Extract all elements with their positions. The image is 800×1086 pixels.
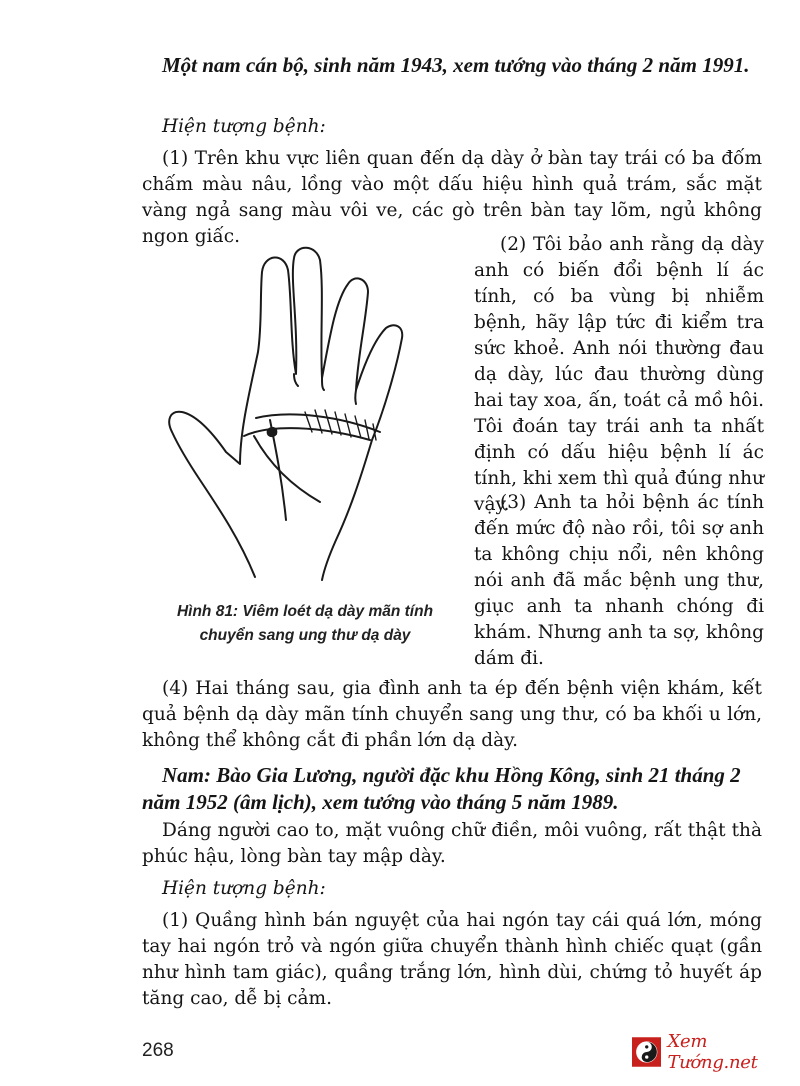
figure-caption-line-2: chuyển sang ung thư dạ dày — [199, 627, 411, 644]
paragraph-6: (1) Quầng hình bán nguyệt của hai ngón tay cái quá lớn, móng tay hai ngón trỏ và ngón giữa chuyển thành hình chiếc quạt (gần như hình tam giác), quầng trắng lớn, hình dùi, chứng tỏ huyết áp tăng cao, dễ bị cảm. — [142, 910, 762, 1009]
page-number: 268 — [142, 1040, 174, 1061]
subheading-symptoms-2: Hiện tượng bệnh: — [162, 878, 326, 899]
site-logo-text: Xem Tướng.net — [667, 1031, 758, 1073]
paragraph-3: (3) Anh ta hỏi bệnh ác tính đến mức độ nào rồi, tôi sợ anh ta không chịu nổi, nên không nói anh đã mắc bệnh ung thư, giục anh ta nhanh chóng đi khám. Nhưng anh ta sợ, không dám đi. — [474, 492, 764, 669]
case-heading-1: Một nam cán bộ, sinh năm 1943, xem tướng vào tháng 2 năm 1991. — [162, 53, 750, 77]
subheading-symptoms-1: Hiện tượng bệnh: — [162, 116, 326, 137]
paragraph-5: Dáng người cao to, mặt vuông chữ điền, môi vuông, rất thật thà phúc hậu, lòng bàn tay mập dày. — [142, 820, 762, 867]
yin-yang-icon — [632, 1036, 661, 1068]
paragraph-4: (4) Hai tháng sau, gia đình anh ta ép đến bệnh viện khám, kết quả bệnh dạ dày mãn tính chuyển sang ung thư, có ba khối u lớn, không thể không cắt đi phần lớn dạ dày. — [142, 678, 762, 751]
figure-caption — [150, 600, 460, 648]
figure-caption-line-1: Hình 81: Viêm loét dạ dày mãn tính — [176, 603, 434, 620]
paragraph-1: (1) Trên khu vực liên quan đến dạ dày ở bàn tay trái có ba đốm chấm màu nâu, lồng vào một dấu hiệu hình quả trám, sắc mặt vàng ngả sang màu vôi ve, các gò trên bàn tay lõm, ngủ không ngon giấc. — [142, 148, 762, 247]
site-logo[interactable] — [632, 1032, 792, 1072]
palm-illustration — [160, 240, 420, 585]
paragraph-2: (2) Tôi bảo anh rằng dạ dày anh có biến đổi bệnh lí ác tính, có ba vùng bị nhiễm bệnh, hãy lập tức đi kiểm tra sức khoẻ. Anh nói thường đau dạ dày, lúc đau thường dùng hai tay xoa, ấn, toát cả mồ hôi. Tôi đoán tay trái anh ta nhất định có dấu hiệu bệnh lí ác tính, khi xem thì quả đúng như vậy. — [474, 234, 764, 515]
case-heading-2: Nam: Bào Gia Lương, người đặc khu Hồng Kông, sinh 21 tháng 2 năm 1952 (âm lịch), xem tướng vào tháng 5 năm 1989. — [142, 763, 741, 814]
